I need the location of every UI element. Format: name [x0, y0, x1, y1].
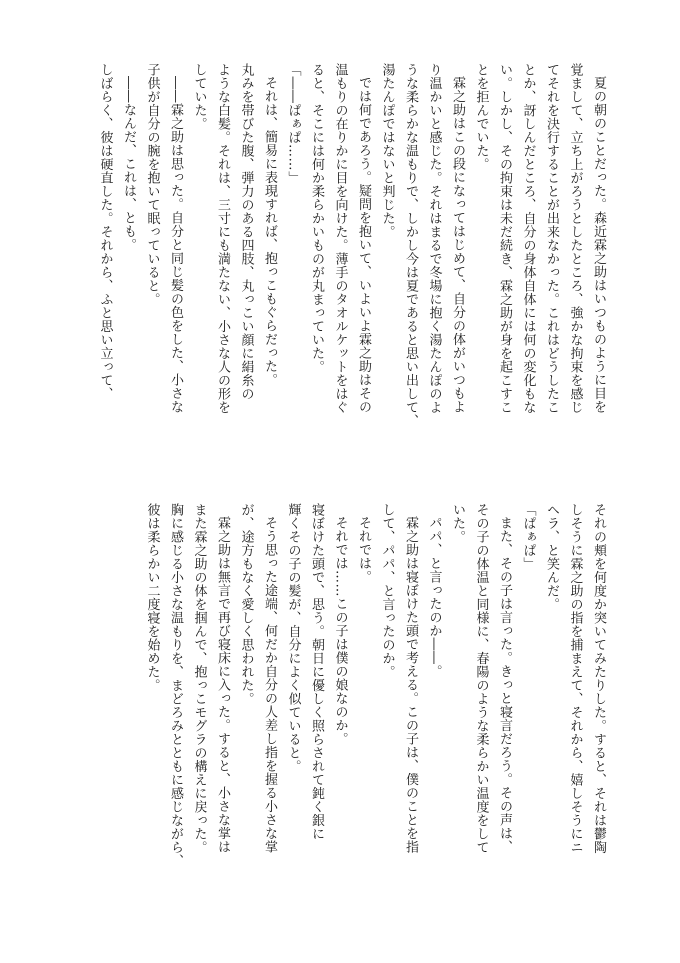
text-line: していた。 [191, 63, 207, 131]
text-line: 子供が自分の腕を抱いて眠っていると。 [144, 63, 160, 306]
text-line: 温もりの在りかに目を向けた。薄手のタオルケットをはぐ [332, 63, 348, 414]
text-line: が、途方もなく愛しく思われた。 [238, 503, 254, 706]
text-line: それでは。 [356, 516, 371, 584]
text-line: その子の体温と同様に、春陽のような柔らかい温度をして [473, 503, 489, 854]
text-line: しばらく、彼は硬直した。それから、ふと思い立って、 [97, 63, 113, 401]
text-line: して、パパ、と言ったのか。 [379, 503, 395, 679]
text-line: 「――ぱぁぱ……」 [285, 63, 301, 185]
text-line: そう思った途端、何だか自分の人差し指を握る小さな掌 [262, 516, 277, 854]
text-line: 胸に感じる小さな温もりを、まどろみとともに感じながら、 [168, 503, 183, 868]
text-line: とを拒んでいた。 [473, 63, 489, 171]
text-line: ような白髪。それは、三寸にも満たない、小さな人の形を [215, 63, 230, 414]
text-line: 寝ぼけた頭で、思う。朝日に優しく照らされて鈍く銀に [309, 503, 324, 841]
text-line: では何であろう。疑問を抱いて、いよいよ霖之助はその [356, 76, 371, 414]
text-line: 霖之助は無言で再び寝床に入った。すると、小さな掌は [215, 516, 230, 854]
text-line: い。しかし、その拘束は未だ続き、霖之助が身を起こすこ [497, 63, 512, 414]
text-line: とか、訝しんだところ、自分の身体自体には何の変化もな [520, 63, 536, 414]
text-line: それでは……この子は僕の娘なのか。 [332, 516, 348, 746]
text-line: 「ぱぁぱ」 [520, 503, 536, 571]
text-line: それは、簡易に表現すれば、抱っこもぐらだった。 [262, 76, 277, 387]
text-line: 霖之助はこの段になってはじめて、自分の体がいつもよ [450, 76, 465, 414]
text-line: また霖之助の体を掴んで、抱っこモグラの構えに戻った。 [191, 503, 207, 854]
text-line: ると、そこには何か柔らかいものが丸まっていた。 [309, 63, 324, 374]
text-line: てそれを決行することが出来なかった。これはどうしたこ [544, 63, 559, 414]
text-line: 輝くその子の髪が、自分によく似ていると。 [285, 503, 301, 773]
text-line: 覚まして、立ち上がろうとしたところ、強かな拘束を感じ [567, 63, 583, 414]
text-line: 湯たんぽではないと判じた。 [379, 63, 395, 239]
text-line: 夏の朝のことだった。森近霖之助はいつものように目を [591, 76, 606, 414]
lower-text-block [90, 503, 610, 918]
text-line: 霖之助は寝ぼけた頭で考える。この子は、僕のことを指 [403, 516, 418, 854]
text-line: ――霖之助は思った。自分と同じ髪の色をした、小さな [168, 76, 183, 414]
text-line: り温かいと感じた。それはまるで冬場に抱く湯たんぽのよ [426, 63, 442, 414]
text-line: それの頬を何度か突いてみたりした。すると、それは鬱陶 [591, 503, 606, 854]
text-line: しそうに霖之助の指を捕まえて、それから、嬉しそうにニ [567, 503, 583, 854]
text-line: ヘラ、と笑んだ。 [544, 503, 559, 611]
text-line: いた。 [450, 503, 465, 544]
text-line: パパ、と言ったのか――。 [426, 516, 442, 678]
text-line: うな柔らかな温もりで、しかし今は夏であると思い出して、 [403, 63, 418, 428]
text-line: また、その子は言った。きっと寝言だろう。その声は、 [497, 516, 512, 854]
text-line: 彼は柔らかい二度寝を始めた。 [144, 503, 160, 692]
upper-text-block [90, 63, 610, 478]
text-line: 丸みを帯びた腹、弾力のある四肢、丸っこい顔に絹糸の [238, 63, 254, 401]
text-line: ――なんだ、これは、とも。 [121, 76, 136, 252]
